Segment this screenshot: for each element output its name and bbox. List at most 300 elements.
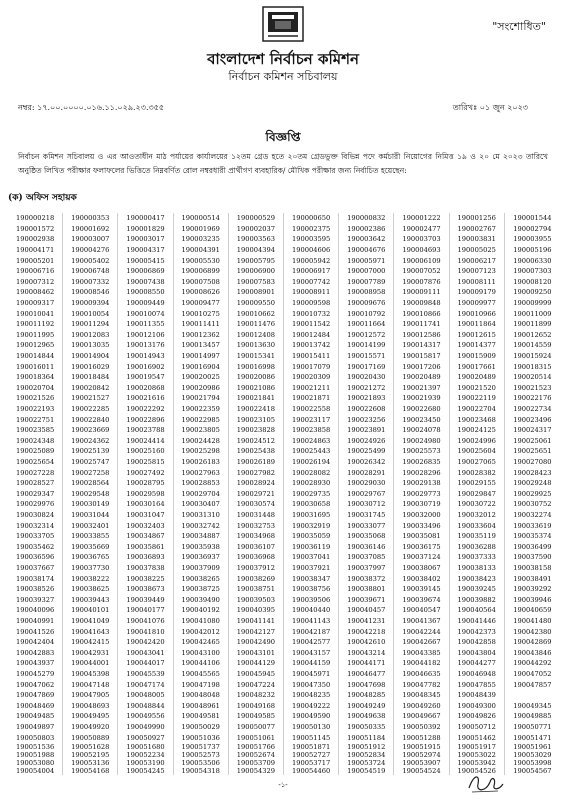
roll-number: 190023105 — [229, 414, 284, 425]
roll-number: 190047224 — [229, 679, 284, 690]
roll-number: 190003563 — [229, 234, 284, 245]
roll-number: 190031044 — [63, 510, 118, 521]
roll-number: 190014904 — [63, 351, 118, 362]
roll-number: 190039145 — [394, 584, 449, 595]
roll-number: 190053942 — [450, 759, 505, 767]
roll-number: 190004676 — [339, 245, 394, 256]
roll-number: 190022704 — [450, 404, 505, 415]
roll-number: 190011355 — [118, 319, 173, 330]
roll-number: 190032919 — [284, 520, 339, 531]
roll-number: 190028930 — [284, 478, 339, 489]
roll-number: 190010074 — [118, 308, 173, 319]
roll-number: 190052573 — [174, 751, 229, 759]
roll-number: 190043157 — [284, 648, 339, 659]
roll-number: 190003017 — [118, 234, 173, 245]
roll-number: 190020086 — [229, 372, 284, 383]
roll-number: 190038222 — [63, 573, 118, 584]
roll-number: 190049249 — [339, 701, 394, 712]
roll-number: 190048048 — [174, 690, 229, 701]
roll-number: 190012362 — [174, 330, 229, 341]
roll-number: 190017206 — [394, 361, 449, 372]
roll-number: 190025573 — [394, 446, 449, 457]
roll-number: 190028795 — [118, 478, 173, 489]
roll-number: 190027065 — [450, 457, 505, 468]
roll-number: 190020868 — [118, 383, 173, 394]
roll-number: 190054004 — [8, 767, 63, 775]
roll-number: 190025815 — [118, 457, 173, 468]
roll-number: 190045945 — [229, 669, 284, 680]
roll-number: 190006748 — [63, 266, 118, 277]
roll-number: 190054524 — [394, 767, 449, 775]
roll-number: 190011664 — [339, 319, 394, 330]
roll-number: 190043214 — [339, 648, 394, 659]
roll-number: 190003703 — [394, 234, 449, 245]
roll-number: 190000832 — [339, 213, 394, 224]
signature — [466, 770, 506, 796]
roll-number: 190039882 — [450, 595, 505, 606]
roll-number: 190022840 — [63, 414, 118, 425]
roll-number: 190034887 — [174, 531, 229, 542]
roll-number: 190013630 — [229, 340, 284, 351]
roll-number: 190005025 — [450, 245, 505, 256]
roll-number: 190043804 — [450, 648, 505, 659]
roll-number: 190047782 — [394, 679, 449, 690]
roll-number: 190053506 — [174, 759, 229, 767]
roll-number: 190050029 — [174, 722, 229, 733]
roll-number: 190047869 — [8, 690, 63, 701]
roll-number: 190006917 — [284, 266, 339, 277]
roll-number: 190025438 — [229, 446, 284, 457]
roll-number: 190005530 — [174, 255, 229, 266]
roll-number: 190022680 — [394, 404, 449, 415]
roll-number: 190007312 — [8, 277, 63, 288]
roll-number: 190007332 — [63, 277, 118, 288]
roll-number: 190000650 — [284, 213, 339, 224]
roll-number: 190037909 — [174, 563, 229, 574]
roll-number: 190016029 — [63, 361, 118, 372]
roll-number: 190004606 — [284, 245, 339, 256]
roll-number: 190051145 — [284, 732, 339, 743]
roll-number: 190022418 — [229, 404, 284, 415]
roll-number: 190042610 — [339, 637, 394, 648]
roll-number: 190032314 — [8, 520, 63, 531]
roll-number: 190023256 — [339, 414, 394, 425]
roll-number: 190007742 — [284, 277, 339, 288]
roll-number: 190009848 — [394, 298, 449, 309]
roll-number: 190051988 — [8, 751, 63, 759]
roll-number: 190047857 — [513, 680, 552, 689]
roll-number: 190024980 — [394, 436, 449, 447]
roll-number: 190041143 — [284, 616, 339, 627]
roll-number: 190052974 — [394, 751, 449, 759]
roll-number: 190006330 — [513, 256, 552, 265]
roll-number: 190029847 — [450, 489, 505, 500]
roll-number: 190044001 — [63, 658, 118, 669]
roll-number: 190042931 — [63, 648, 118, 659]
roll-number: 190033619 — [513, 521, 552, 530]
roll-number: 190051961 — [513, 743, 552, 751]
roll-number: 190027228 — [8, 467, 63, 478]
roll-number: 190012652 — [513, 330, 552, 339]
roll-number: 190045565 — [174, 669, 229, 680]
roll-number: 190006109 — [394, 255, 449, 266]
roll-number: 190022176 — [513, 394, 552, 403]
roll-number: 190022292 — [118, 404, 173, 415]
roll-number: 190009550 — [229, 298, 284, 309]
roll-number: 190030719 — [394, 499, 449, 510]
roll-number: 190054519 — [339, 767, 394, 775]
roll-number: 190008111 — [450, 277, 505, 288]
roll-number: 190035374 — [513, 532, 552, 541]
roll-number: 190026835 — [394, 457, 449, 468]
roll-number: 190032012 — [450, 510, 505, 521]
roll-number: 190028423 — [513, 468, 552, 477]
roll-number: 190048345 — [394, 690, 449, 701]
election-commission-logo — [262, 6, 304, 42]
roll-number: 190021616 — [118, 393, 173, 404]
roll-number: 190013457 — [174, 340, 229, 351]
roll-number: 190043041 — [118, 648, 173, 659]
roll-number: 190036119 — [284, 542, 339, 553]
roll-number: 190021520 — [450, 383, 505, 394]
roll-number: 190051917 — [450, 743, 505, 751]
roll-number: 190041480 — [513, 617, 552, 626]
roll-number: 190037921 — [284, 563, 339, 574]
roll-number: 190028382 — [450, 467, 505, 478]
roll-number: 190007438 — [118, 277, 173, 288]
roll-number: 190020489 — [450, 372, 505, 383]
roll-number: 190023585 — [8, 425, 63, 436]
commission-title: বাংলাদেশ নির্বাচন কমিশন — [207, 50, 359, 68]
roll-number: 190001222 — [394, 213, 449, 224]
roll-number: 190032742 — [174, 520, 229, 531]
roll-number: 190010275 — [174, 308, 229, 319]
roll-number: 190044277 — [450, 658, 505, 669]
roll-number: 190028853 — [174, 478, 229, 489]
roll-number: 190052234 — [118, 751, 173, 759]
roll-number: 190039327 — [8, 595, 63, 606]
roll-number: 190044017 — [118, 658, 173, 669]
roll-number: 190020025 — [174, 372, 229, 383]
roll-number: 190044106 — [174, 658, 229, 669]
roll-number: 190007508 — [174, 277, 229, 288]
roll-number: 190025298 — [174, 446, 229, 457]
roll-number: 190016998 — [229, 361, 284, 372]
roll-number: 190038751 — [229, 584, 284, 595]
roll-number: 190025139 — [63, 446, 118, 457]
roll-number: 190039674 — [394, 595, 449, 606]
roll-number: 190021272 — [339, 383, 394, 394]
roll-number: 190030407 — [174, 499, 229, 510]
roll-number: 190001256 — [450, 213, 505, 224]
roll-number: 190024078 — [394, 425, 449, 436]
roll-number: 190048469 — [8, 701, 63, 712]
roll-number: 190039245 — [450, 584, 505, 595]
roll-number: 190038347 — [284, 573, 339, 584]
roll-number: 190027492 — [118, 467, 173, 478]
roll-number: 190023891 — [339, 425, 394, 436]
roll-number: 190022285 — [63, 404, 118, 415]
roll-number: 190044159 — [284, 658, 339, 669]
roll-number: 190022896 — [118, 414, 173, 425]
roll-number: 190031695 — [284, 510, 339, 521]
roll-number: 190038372 — [339, 573, 394, 584]
roll-number: 190011192 — [8, 319, 63, 330]
roll-number: 190015909 — [450, 351, 505, 362]
roll-number: 190021871 — [284, 393, 339, 404]
roll-number: 190011899 — [513, 320, 552, 329]
roll-number: 190018315 — [513, 362, 552, 371]
roll-number: 190009977 — [450, 298, 505, 309]
roll-number: 190049260 — [394, 701, 449, 712]
roll-number: 190041643 — [63, 626, 118, 637]
roll-number: 190010041 — [8, 308, 63, 319]
roll-number: 190039292 — [513, 585, 552, 594]
roll-number: 190054329 — [229, 767, 284, 775]
roll-number: 190025061 — [513, 436, 552, 445]
roll-number: 190012106 — [118, 330, 173, 341]
roll-number: 190054318 — [174, 767, 229, 775]
roll-number: 190038801 — [339, 584, 394, 595]
roll-number: 190024125 — [450, 425, 505, 436]
roll-number: 190029721 — [229, 489, 284, 500]
roll-number: 190025160 — [118, 446, 173, 457]
roll-number: 190049495 — [63, 711, 118, 722]
roll-number: 190005196 — [513, 246, 552, 255]
roll-number: 190054526 — [450, 767, 505, 775]
roll-number: 190002037 — [229, 224, 284, 235]
roll-number-grid — [8, 213, 560, 775]
roll-number: 190023117 — [284, 414, 339, 425]
roll-number: 190038269 — [229, 573, 284, 584]
roll-number: 190010966 — [450, 308, 505, 319]
roll-number: 190050130 — [284, 722, 339, 733]
roll-number: 190042373 — [450, 626, 505, 637]
roll-number: 190023788 — [118, 425, 173, 436]
roll-number: 190031745 — [339, 510, 394, 521]
roll-number: 190029030 — [339, 478, 394, 489]
roll-number: 190002938 — [8, 234, 63, 245]
roll-number: 190038174 — [8, 573, 63, 584]
notice-body: নির্বাচন কমিশন সচিবালয় ও এর আওতাধীন মাঠ পর্যায়ের কার্যালয়ের ১২তম গ্রেড হতে ২০তম গ্রেডভুক্ত বিভিন্ন পদে কর্মচারী নিয়োগের নিমিত্ত ১৯ ও ২০ মে ২০২৩ তারিখে অনুষ্ঠিত লিখিত পরীক্ষার ফলাফলের ভিত্তিতে নিম্নবর্ণিত রোল নম্বরধারী প্রার্থীগণ ব্যবহারিক/ মৌখিক পরীক্ষার জন্য নির্বাচিত হয়েছেন: — [18, 152, 548, 175]
roll-number: 190054460 — [284, 767, 339, 775]
roll-number: 190049585 — [229, 711, 284, 722]
roll-number: 190025604 — [450, 446, 505, 457]
roll-number: 190030712 — [339, 499, 394, 510]
roll-number: 190048232 — [229, 690, 284, 701]
roll-number: 190039443 — [63, 595, 118, 606]
roll-number: 190040991 — [8, 616, 63, 627]
roll-number: 190051871 — [284, 743, 339, 751]
roll-number: 190009317 — [8, 298, 63, 309]
roll-number: 190024317 — [513, 426, 552, 435]
roll-number: 190038423 — [450, 573, 505, 584]
roll-number: 190021086 — [229, 383, 284, 394]
roll-number: 190015341 — [229, 351, 284, 362]
roll-number: 190038526 — [8, 584, 63, 595]
roll-number: 190002794 — [513, 224, 552, 233]
roll-number: 190009477 — [174, 298, 229, 309]
roll-number: 190036596 — [8, 552, 63, 563]
roll-number: 190049345 — [513, 701, 552, 710]
roll-number: 190029138 — [394, 478, 449, 489]
roll-number: 190042244 — [394, 626, 449, 637]
roll-number: 190038067 — [394, 563, 449, 574]
roll-number: 190017169 — [339, 361, 394, 372]
roll-number: 190022119 — [450, 393, 505, 404]
roll-number: 190037667 — [8, 563, 63, 574]
roll-number: 190029155 — [450, 478, 505, 489]
roll-number: 190025089 — [8, 446, 63, 457]
roll-number: 190029347 — [8, 489, 63, 500]
roll-number: 190037041 — [284, 552, 339, 563]
roll-number: 190042012 — [174, 626, 229, 637]
roll-number: 190016902 — [118, 361, 173, 372]
roll-number: 190044129 — [229, 658, 284, 669]
roll-number: 190032403 — [118, 520, 173, 531]
roll-number: 190014943 — [118, 351, 173, 362]
roll-number: 190049638 — [339, 711, 394, 722]
roll-number: 190004394 — [229, 245, 284, 256]
roll-number: 190050335 — [339, 722, 394, 733]
roll-number: 190029925 — [513, 489, 552, 498]
roll-number: 190009250 — [513, 288, 552, 297]
revised-stamp: "সংশোধিত" — [492, 20, 546, 33]
roll-number: 190036893 — [118, 552, 173, 563]
roll-number: 190009676 — [339, 298, 394, 309]
roll-number: 190038491 — [513, 574, 552, 583]
roll-number: 190052834 — [339, 751, 394, 759]
roll-number: 190009111 — [394, 287, 449, 298]
roll-number: 190008120 — [513, 277, 552, 286]
roll-number: 190009394 — [63, 298, 118, 309]
roll-number: 190008626 — [174, 287, 229, 298]
roll-number: 190022985 — [174, 414, 229, 425]
roll-number: 190032000 — [394, 510, 449, 521]
roll-number: 190013742 — [284, 340, 339, 351]
roll-number: 190047905 — [63, 690, 118, 701]
roll-number: 190036937 — [174, 552, 229, 563]
roll-number: 190049667 — [394, 711, 449, 722]
roll-number: 190004171 — [8, 245, 63, 256]
roll-number: 190043846 — [513, 648, 552, 657]
roll-number: 190037124 — [394, 552, 449, 563]
roll-number: 190046948 — [450, 669, 505, 680]
roll-number: 190038625 — [63, 584, 118, 595]
roll-number: 190024414 — [118, 436, 173, 447]
roll-number: 190047062 — [8, 679, 63, 690]
roll-number: 190002375 — [284, 224, 339, 235]
roll-number: 190015924 — [513, 352, 552, 361]
roll-number: 190040177 — [118, 605, 173, 616]
roll-number: 190028527 — [8, 478, 63, 489]
roll-number: 190041810 — [118, 626, 173, 637]
roll-number: 190001829 — [118, 224, 173, 235]
roll-number: 190004276 — [63, 245, 118, 256]
roll-number: 190030752 — [513, 500, 552, 509]
roll-number: 190026189 — [229, 457, 284, 468]
roll-number: 190040096 — [8, 605, 63, 616]
roll-number: 190033705 — [8, 531, 63, 542]
roll-number: 190010866 — [394, 308, 449, 319]
roll-number: 190045279 — [8, 669, 63, 680]
roll-number: 190011294 — [63, 319, 118, 330]
roll-number: 190000353 — [63, 213, 118, 224]
roll-number: 190015571 — [339, 351, 394, 362]
roll-number: 190053998 — [513, 759, 552, 767]
roll-number: 190008546 — [63, 287, 118, 298]
roll-number: 190049590 — [284, 711, 339, 722]
roll-number: 190053190 — [118, 759, 173, 767]
roll-number: 190030149 — [63, 499, 118, 510]
roll-number: 190042380 — [513, 627, 552, 636]
roll-number: 190012615 — [450, 330, 505, 341]
roll-number: 190051471 — [513, 733, 552, 742]
roll-number: 190035119 — [450, 531, 505, 542]
roll-number: 190048439 — [450, 690, 505, 701]
roll-number: 190026342 — [339, 457, 394, 468]
roll-number: 190049168 — [229, 701, 284, 712]
roll-number: 190024362 — [63, 436, 118, 447]
roll-number: 190042577 — [284, 637, 339, 648]
roll-number: 190039946 — [513, 595, 552, 604]
roll-number: 190017661 — [450, 361, 505, 372]
roll-number: 190014377 — [450, 340, 505, 351]
roll-number: 190021211 — [284, 383, 339, 394]
roll-number: 190052727 — [284, 751, 339, 759]
roll-number: 190051737 — [174, 743, 229, 751]
roll-number: 190043101 — [229, 648, 284, 659]
roll-number: 190025651 — [513, 447, 552, 456]
roll-number: 190035462 — [8, 542, 63, 553]
roll-number: 190049885 — [513, 712, 552, 721]
roll-number: 190002767 — [450, 224, 505, 235]
roll-number: 190006900 — [229, 266, 284, 277]
roll-number: 190037333 — [450, 552, 505, 563]
roll-number: 190007789 — [339, 277, 394, 288]
roll-number: 190040457 — [339, 605, 394, 616]
roll-number: 190051912 — [339, 743, 394, 751]
roll-number: 190021397 — [394, 383, 449, 394]
roll-number: 190043937 — [8, 658, 63, 669]
roll-number: 190053022 — [450, 751, 505, 759]
roll-number: 190038265 — [174, 573, 229, 584]
roll-number: 190012408 — [229, 330, 284, 341]
roll-number: 190022558 — [284, 404, 339, 415]
roll-number: 190029248 — [513, 479, 552, 488]
roll-number: 190039490 — [174, 595, 229, 606]
roll-number: 190007000 — [339, 266, 394, 277]
roll-number: 190001544 — [513, 214, 552, 223]
roll-number: 190003235 — [174, 234, 229, 245]
roll-number: 190016904 — [174, 361, 229, 372]
roll-number: 190033496 — [394, 520, 449, 531]
roll-number: 190044171 — [339, 658, 394, 669]
roll-number: 190042218 — [339, 626, 394, 637]
roll-number: 190003831 — [450, 234, 505, 245]
roll-number: 190001969 — [174, 224, 229, 235]
roll-number: 190032401 — [63, 520, 118, 531]
roll-number: 190007123 — [450, 266, 505, 277]
roll-number: 190022359 — [174, 404, 229, 415]
roll-number: 190020489 — [394, 372, 449, 383]
roll-number: 190005402 — [63, 255, 118, 266]
roll-number: 190041049 — [63, 616, 118, 627]
roll-number: 190038756 — [284, 584, 339, 595]
roll-number: 190012083 — [63, 330, 118, 341]
roll-number: 190018364 — [8, 372, 63, 383]
roll-number: 190014317 — [394, 340, 449, 351]
